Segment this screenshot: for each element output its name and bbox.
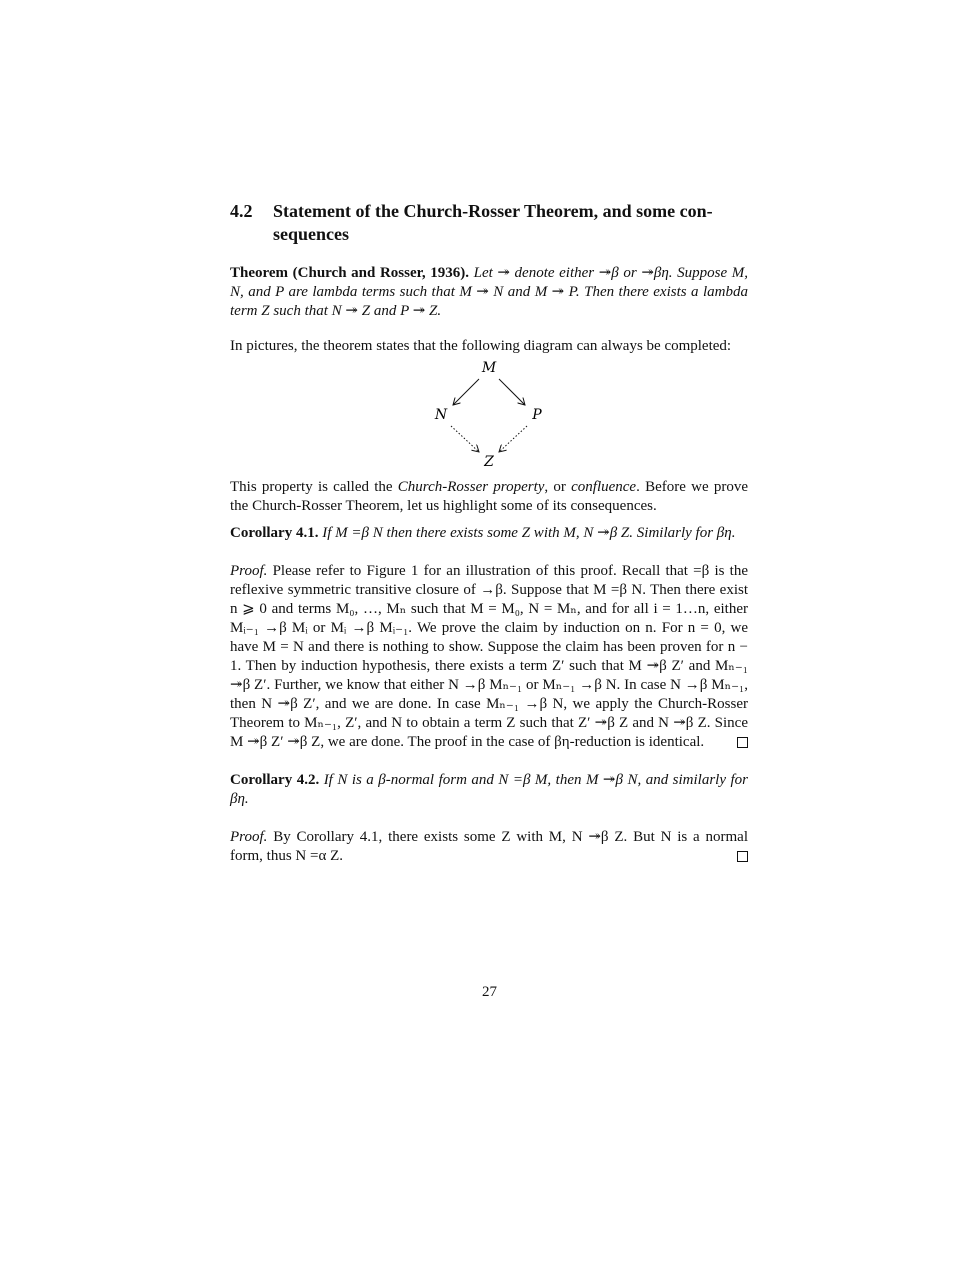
proof-4-2-body: By Corollary 4.1, there exists some Z with M, N ↠β Z. But N is a normal form, thus N =α Z. [230, 829, 748, 864]
arrow-n-to-z [451, 426, 479, 452]
proof-label: Proof. [230, 829, 268, 845]
arrow-m-to-p [499, 379, 525, 405]
confluence-diagram [409, 356, 569, 468]
qed-box [737, 737, 748, 748]
corollary-4-2 [230, 771, 748, 809]
corollary-4-2-head: Corollary 4.2. [230, 772, 320, 788]
property-text-2: , or [544, 479, 572, 495]
corollary-4-1-head: Corollary 4.1. [230, 525, 319, 541]
theorem [230, 264, 748, 321]
diagram-node-right: P [532, 407, 542, 423]
corollary-4-2-body: If N is a β-normal form and N =β M, then M ↠β N, and similarly for βη. [230, 772, 748, 807]
term-church-rosser-property: Church-Rosser property [397, 479, 545, 495]
section-title: Statement of the Church-Rosser Theorem, and some con- sequences [273, 201, 713, 244]
property-text-1: This property is called the [230, 479, 398, 495]
corollary-4-1-body: If M =β N then there exists some Z with M, N ↠β Z. Similarly for βη. [322, 525, 736, 541]
corollary-4-1 [230, 524, 748, 543]
property-text-3: . Before we prove the Church-Rosser Theorem, let us highlight some of its consequences. [230, 479, 748, 514]
diagram-node-top: M [481, 360, 497, 376]
theorem-head: Theorem (Church and Rosser, 1936). [230, 265, 469, 281]
intro-paragraph: In pictures, the theorem states that the following diagram can always be completed: [230, 338, 732, 354]
property-paragraph [230, 478, 748, 516]
theorem-body: Let ↠ denote either ↠β or ↠βη. Suppose M, N, and P are lambda terms such that M ↠ N and M ↠ P. Then there exists a lambda term Z such that N ↠ Z and P ↠ Z. [230, 265, 748, 319]
page-body [230, 200, 748, 866]
proof-label: Proof. [230, 563, 268, 579]
section-number: 4.2 [230, 201, 253, 221]
diagram-node-bottom: Z [484, 454, 494, 468]
qed-box [737, 851, 748, 862]
arrow-p-to-z [499, 426, 527, 452]
section-heading [230, 200, 748, 246]
proof-4-1-body: Please refer to Figure 1 for an illustration of this proof. Recall that =β is the reflexive symmetric transitive closure of →β. Suppose that M =β N. Then there exist n ⩾ 0 and terms M₀, …, Mₙ such that M = M₀, N = Mₙ, and for all i = 1…n, either Mᵢ₋₁ →β Mᵢ or Mᵢ →β Mᵢ₋₁. We prove the claim by induction on n. For n = 0, we have M = N and there is nothing to show. Suppose the claim has been proven for n − 1. Then by induction hypothesis, there exists a term Z′ such that M ↠β Z′ and Mₙ₋₁ ↠β Z′. Further, we know that either N →β Mₙ₋₁ or Mₙ₋₁ →β N. In case N →β Mₙ₋₁, then N ↠β Z′, and we are done. In case Mₙ₋₁ →β N, we apply the Church-Rosser Theorem to Mₙ₋₁, Z′, and N to obtain a term Z such that Z′ ↠β Z and N ↠β Z. Since M ↠β Z′ ↠β Z, we are done. The proof in the case of βη-reduction is identical. [230, 563, 749, 750]
page-number: 27 [482, 984, 497, 1000]
term-confluence: confluence [571, 479, 637, 495]
arrow-m-to-n [453, 379, 479, 405]
proof-4-1 [230, 562, 748, 752]
proof-4-2 [230, 828, 748, 866]
diagram-node-left: N [434, 407, 448, 423]
